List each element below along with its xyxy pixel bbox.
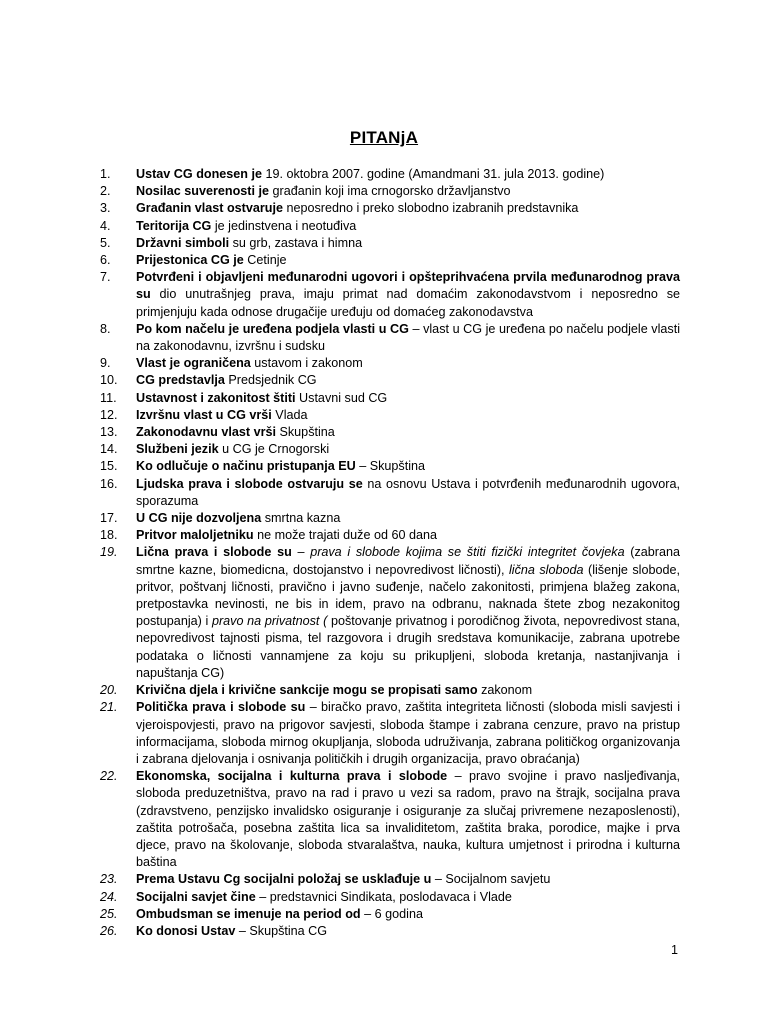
- list-item: [100, 906, 680, 923]
- item-answer: poštovanje privatnog i porodičnog života, nepovredivost stana, nepovredivost tajnosti pisma, tel razgovora i drugih sredstava komunikacije, zabrana upotrebe podataka o ličnosti vannamjene za koju su prikupljeni, sloboda kretanja, nastanjivanja i napuštanja CG): [136, 614, 680, 680]
- item-question: Potvrđeni i objavljeni međunarodni ugovori i opšteprihvaćena prvila međunarodnog prava su: [136, 270, 680, 302]
- item-answer: smrtna kazna: [261, 511, 341, 526]
- item-number: 1.: [100, 167, 111, 181]
- item-answer-italic: lična sloboda: [509, 562, 584, 577]
- item-question: Vlast je ograničena: [136, 356, 251, 371]
- item-question: Ustavnost i zakonitost štiti: [136, 390, 296, 405]
- item-question: Nosilac suverenosti je: [136, 184, 269, 199]
- item-question: Ko odlučuje o načinu pristupanja EU: [136, 459, 356, 474]
- item-question: Po kom načelu je uređena podjela vlasti u CG: [136, 321, 409, 336]
- item-answer: ne može trajati duže od 60 dana: [253, 528, 438, 543]
- item-number: 26.: [100, 923, 118, 938]
- item-number: 22.: [100, 769, 118, 784]
- list-item: [100, 407, 680, 424]
- item-answer: Predsjednik CG: [224, 373, 317, 388]
- item-question: Službeni jezik: [136, 442, 219, 457]
- item-answer: ustavom i zakonom: [250, 356, 363, 371]
- list-item: [100, 355, 680, 372]
- item-question: Građanin vlast ostvaruje: [136, 201, 283, 216]
- item-number: 24.: [100, 889, 118, 904]
- item-number: 21.: [100, 700, 118, 715]
- item-number: 11.: [100, 390, 117, 405]
- list-item: [100, 871, 680, 888]
- item-question: U CG nije dozvoljena: [136, 511, 262, 526]
- item-number: 2.: [100, 184, 111, 199]
- list-item: [100, 699, 680, 768]
- item-question: Pritvor maloljetniku: [136, 528, 254, 543]
- list-item: [100, 458, 680, 475]
- item-number: 7.: [100, 270, 111, 285]
- item-answer: Vlada: [271, 407, 308, 422]
- item-number: 18.: [100, 528, 118, 543]
- item-number: 23.: [100, 872, 118, 887]
- item-answer: neposredno i preko slobodno izabranih predstavnika: [282, 201, 579, 216]
- item-question: Državni simboli: [136, 235, 230, 250]
- item-answer: – Skupština CG: [235, 923, 328, 938]
- list-item: [100, 166, 680, 183]
- list-item: [100, 510, 680, 527]
- item-answer: na osnovu Ustava i potvrđenih međunarodnih ugovora, sporazuma: [136, 476, 680, 508]
- item-answer: – Skupština: [355, 459, 426, 474]
- item-number: 4.: [100, 218, 111, 233]
- item-number: 9.: [100, 356, 111, 371]
- item-number: 10.: [100, 373, 118, 388]
- item-number: 6.: [100, 253, 111, 268]
- list-item: [100, 889, 680, 906]
- item-answer: 19. oktobra 2007. godine (Amandmani 31. jula 2013. godine): [261, 167, 605, 181]
- page-title: PITANjA: [349, 128, 419, 147]
- list-item: [100, 424, 680, 441]
- item-question: Ko donosi Ustav: [136, 923, 236, 938]
- item-number: 5.: [100, 235, 111, 250]
- item-question: Ljudska prava i slobode ostvaruju se: [136, 476, 363, 491]
- question-list: [100, 166, 680, 940]
- item-answer: (lišenje slobode, pritvor, poštvanj ličnosti, pravično i javno suđenje, načelo zakonitosti, primjena blažeg zakona, pretpostavka nevinosti, ne bis in idem, pravo na odbranu, naknada štete zbog nezakonitog postupanja) i: [136, 562, 680, 629]
- item-number: 17.: [100, 511, 118, 526]
- item-answer: (zabrana smrtne kazne, biomedicna, dostojanstvo i nepovredivost ličnosti),: [136, 545, 680, 577]
- list-item: [100, 923, 680, 940]
- list-item: [100, 768, 680, 871]
- item-answer: – Socijalnom savjetu: [431, 872, 551, 887]
- item-number: 25.: [100, 906, 118, 921]
- list-item: [100, 252, 680, 269]
- list-item: [100, 235, 680, 252]
- list-item: [100, 183, 680, 200]
- item-question: CG predstavlja: [136, 373, 225, 388]
- item-answer: –: [291, 545, 311, 560]
- item-answer: je jedinstvena i neotuđiva: [211, 218, 357, 233]
- item-answer: – 6 godina: [360, 906, 423, 921]
- item-number: 19.: [100, 545, 118, 560]
- item-question: Krivična djela i krivične sankcije mogu se propisati samo: [136, 683, 478, 698]
- item-answer: – vlast u CG je uređena po načelu podjele vlasti na zakonodavnu, izvršnu i sudsku: [136, 321, 680, 354]
- item-question: Ekonomska, socijalna i kulturna prava i slobode: [136, 769, 448, 784]
- item-question: Lična prava i slobode su: [136, 545, 292, 560]
- item-answer: građanin koji ima crnogorsko državljanstvo: [269, 184, 511, 199]
- list-item: [100, 200, 680, 217]
- list-item: [100, 527, 680, 544]
- item-number: 16.: [100, 476, 118, 491]
- item-question: Prijestonica CG je: [136, 253, 244, 268]
- list-item: [100, 441, 680, 458]
- item-number: 15.: [100, 459, 118, 474]
- item-question: Socijalni savjet čine: [136, 889, 256, 904]
- item-answer: su grb, zastava i himna: [229, 235, 363, 250]
- item-number: 12.: [100, 407, 118, 422]
- page-number: 1: [670, 943, 678, 957]
- item-question: Ombudsman se imenuje na period od: [136, 906, 361, 921]
- list-item: [100, 218, 680, 235]
- item-question: Prema Ustavu Cg socijalni položaj se usklađuje u: [136, 872, 432, 887]
- item-answer: Skupština: [275, 425, 335, 440]
- list-item: [100, 269, 680, 321]
- list-item: [100, 476, 680, 510]
- item-answer: Ustavni sud CG: [295, 390, 388, 405]
- item-question: Izvršnu vlast u CG vrši: [136, 407, 272, 422]
- item-answer: – biračko pravo, zaštita integriteta ličnosti (sloboda misli savjesti i vjeroispovjesti, pravo na prigovor savjesti, sloboda štampe i zabrana cenzure, pravo na pristup informacijama, sloboda mirnog okupljanja, sloboda udruživanja, zabrana političkog organizovanja i zabrana djelovanja i osnivanja političkih i drugih organizacija, pravo obraćanja): [136, 700, 681, 766]
- item-number: 3.: [100, 201, 111, 216]
- item-number: 14.: [100, 442, 118, 457]
- item-answer: dio unutrašnjeg prava, imaju primat nad domaćim zakonodavstvom i neposredno se primjenjuju kada odnose drugačije uređuju od domaćeg zakonodavstva: [136, 287, 680, 319]
- item-answer-italic: pravo na privatnost (: [211, 614, 328, 629]
- item-question: Zakonodavnu vlast vrši: [136, 425, 276, 440]
- list-item: [100, 390, 680, 407]
- item-number: 8.: [100, 321, 111, 336]
- item-answer: Cetinje: [243, 253, 287, 268]
- list-item: [100, 372, 680, 389]
- item-answer: u CG je Crnogorski: [218, 442, 330, 457]
- list-item: [100, 321, 680, 355]
- item-answer: – pravo svojine i pravo nasljeđivanja, sloboda preduzetništva, pravo na rad i pravo u vezi sa radom, pravo na štrajk, socijalna prava (zdravstveno, penzijsko invalidsko osiguranje i osiguranje za slučaj privremene nezaposlenosti), zaštita potrošača, posebna zaštita lica sa invaliditetom, zaštita braka, porodice, majke i prva djece, pravo na školovanje, sloboda stvaralaštva, nauka, kultura umjetnost i prirodna i kulturna baština: [136, 769, 680, 870]
- item-question: Ustav CG donesen je: [136, 167, 262, 181]
- item-answer: – predstavnici Sindikata, poslodavaca i Vlade: [255, 889, 512, 904]
- item-question: Teritorija CG: [136, 218, 212, 233]
- list-item: [100, 682, 680, 699]
- item-answer: zakonom: [477, 683, 533, 698]
- list-item: [100, 544, 680, 682]
- item-answer-italic: prava i slobode kojima se štiti fizički integritet čovjeka: [310, 545, 625, 560]
- item-question: Politička prava i slobode su: [136, 700, 306, 715]
- item-number: 13.: [100, 425, 118, 440]
- item-number: 20.: [100, 683, 118, 698]
